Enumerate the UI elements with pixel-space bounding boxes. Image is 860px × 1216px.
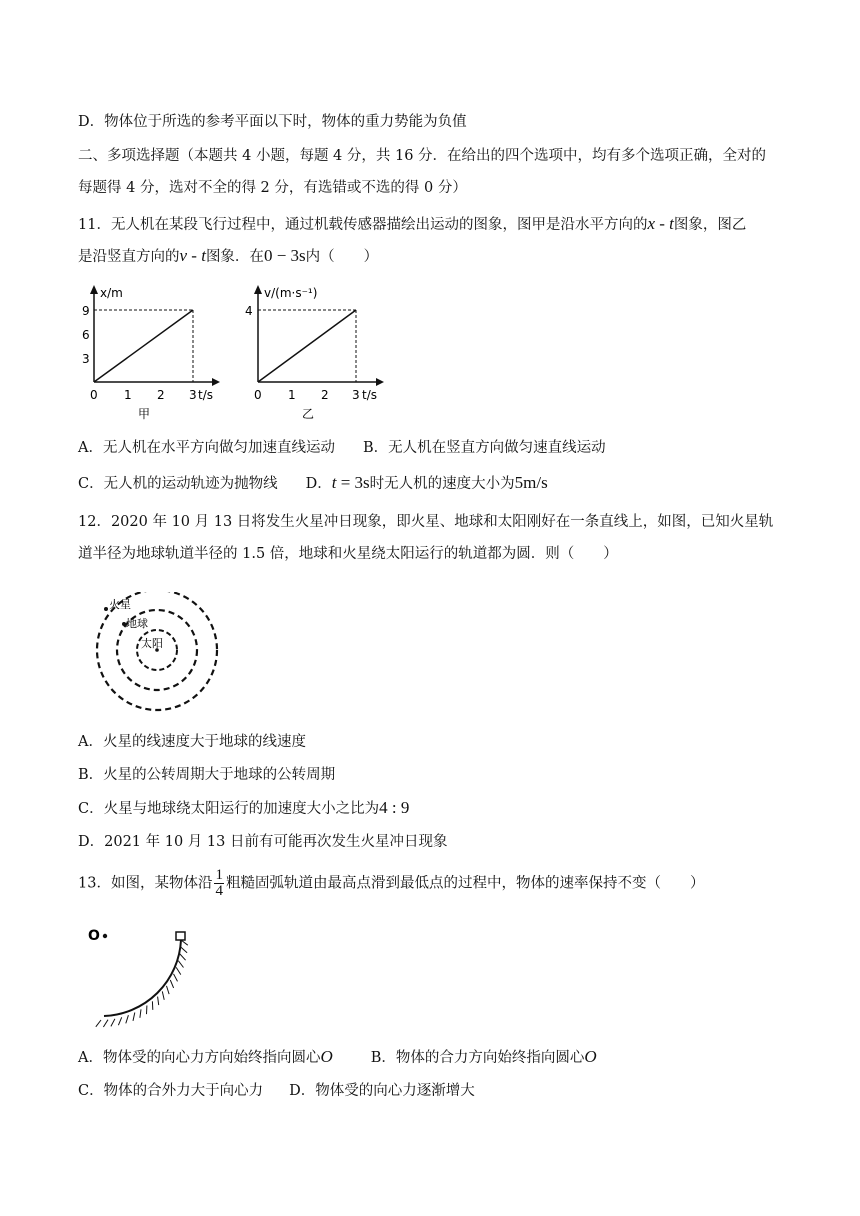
q11-option-d-t: t xyxy=(331,473,337,492)
q13-quarter-fraction xyxy=(214,868,224,899)
xt-caption: 甲 xyxy=(138,407,151,421)
q12-option-c-text: C．火星与地球绕太阳运行的加速度大小之比为 xyxy=(78,801,380,817)
sliding-block xyxy=(176,932,185,940)
q11-options-row1 xyxy=(78,438,606,458)
q12-option-c xyxy=(78,798,409,819)
q11-stem-text-e: 内（ ） xyxy=(305,249,379,265)
xt-y-label: x/m xyxy=(100,286,123,300)
q13-options-row2 xyxy=(78,1081,475,1101)
q11-option-d-text: 时无人机的速度大小为 xyxy=(369,476,515,492)
q12-option-a: A．火星的线速度大于地球的线速度 xyxy=(78,734,306,750)
section2-heading-line1: 二、多项选择题（本题共 4 小题，每题 4 分，共 16 分．在给出的四个选项中，均有多个选项正确，全对的 xyxy=(78,148,767,164)
xt-x-arrow xyxy=(212,378,220,386)
xt-ytick-9: 9 xyxy=(82,304,90,318)
mars-label: 火星 xyxy=(109,598,131,611)
q11-stem-text-a: 11．无人机在某段飞行过程中，通过机载传感器描绘出运动的图象，图甲是沿水平方向的 xyxy=(78,217,648,233)
q12-stem-line1: 12．2020 年 10 月 13 日将发生火星冲日现象，即火星、地球和太阳刚好在一条直线上，如图，已知火星轨 xyxy=(78,514,774,530)
q11-option-b: B．无人机在竖直方向做匀速直线运动 xyxy=(362,440,606,456)
vt-x-label: t/s xyxy=(362,388,377,402)
vt-caption: 乙 xyxy=(302,407,315,421)
q11-option-a: A．无人机在水平方向做匀加速直线运动 xyxy=(78,440,335,456)
xt-y-arrow xyxy=(90,285,98,294)
q12-option-b: B．火星的公转周期大于地球的公转周期 xyxy=(78,767,336,783)
q13-option-a-o: O xyxy=(320,1047,333,1066)
fraction-denominator: 4 xyxy=(215,883,223,899)
xt-xtick-0: 0 xyxy=(90,388,98,402)
q11-stem-text-b: 图象，图乙 xyxy=(673,217,747,233)
vt-y-arrow xyxy=(254,285,262,294)
q13-option-b-o: O xyxy=(584,1047,597,1066)
q12-option-c-ratio: 4 : 9 xyxy=(379,798,410,817)
vt-xtick-3: 3 xyxy=(352,388,360,402)
q11-option-d-speed: 5m/s xyxy=(514,473,548,492)
q13-option-d: D．物体受的向心力逐渐增大 xyxy=(289,1083,475,1099)
vt-xtick-1: 1 xyxy=(288,388,296,402)
q11-time-range: 0 − 3s xyxy=(263,246,306,265)
center-o-dot xyxy=(103,934,107,938)
q11-graph-xt xyxy=(80,282,220,422)
vt-y-label: v/(m·s⁻¹) xyxy=(264,286,318,300)
q13-stem-text-a: 13．如图，某物体沿 xyxy=(78,875,213,892)
q13-arc-track-figure xyxy=(86,920,206,1030)
fraction-numerator: 1 xyxy=(215,867,223,883)
section2-heading-line2: 每题得 4 分，选对不全的得 2 分，有选错或不选的得 0 分） xyxy=(78,180,467,196)
vt-x-arrow xyxy=(376,378,384,386)
xt-ytick-3: 3 xyxy=(82,352,90,366)
vt-ytick-4: 4 xyxy=(245,304,253,318)
q13-option-b-text: B．物体的合力方向始终指向圆心 xyxy=(370,1050,585,1066)
q11-vt-symbol: v - t xyxy=(179,246,206,265)
xt-ytick-6: 6 xyxy=(82,328,90,342)
q11-options-row2 xyxy=(78,473,548,494)
q12-orbit-figure xyxy=(90,592,230,717)
q13-option-c: C．物体的合外力大于向心力 xyxy=(78,1083,264,1099)
center-o-label: O xyxy=(88,928,100,944)
xt-xtick-3: 3 xyxy=(189,388,197,402)
vt-xtick-2: 2 xyxy=(321,388,329,402)
q12-stem-line2: 道半径为地球轨道半径的 1.5 倍，地球和火星绕太阳运行的轨道都为圆．则（ ） xyxy=(78,546,618,562)
q10-option-d: D．物体位于所选的参考平面以下时，物体的重力势能为负值 xyxy=(78,114,467,130)
xt-xtick-2: 2 xyxy=(157,388,165,402)
q11-option-d-label: D． xyxy=(305,476,332,492)
q12-option-d: D．2021 年 10 月 13 日前有可能再次发生火星冲日现象 xyxy=(78,834,448,850)
q11-option-c: C．无人机的运动轨迹为抛物线 xyxy=(78,476,278,492)
xt-x-label: t/s xyxy=(198,388,213,402)
q11-option-d-eq: = 3s xyxy=(336,473,370,492)
xt-data-line xyxy=(94,310,193,382)
q13-options-row1 xyxy=(78,1047,597,1068)
q13-stem-text-b: 粗糙固弧轨道由最高点滑到最低点的过程中，物体的速率保持不变（ ） xyxy=(225,875,705,892)
q11-graph-vt xyxy=(242,282,387,422)
earth-label: 地球 xyxy=(126,617,148,630)
q11-stem-text-c: 是沿竖直方向的 xyxy=(78,249,180,265)
q11-stem-line2 xyxy=(78,246,378,267)
mars-dot xyxy=(104,607,108,611)
xt-xtick-1: 1 xyxy=(124,388,132,402)
sun-label: 太阳 xyxy=(141,637,163,650)
quarter-arc-track xyxy=(104,940,181,1016)
q13-option-a-text: A．物体受的向心力方向始终指向圆心 xyxy=(78,1050,321,1066)
q11-xt-symbol: x - t xyxy=(647,214,674,233)
track-hatching xyxy=(96,940,188,1027)
vt-xtick-0: 0 xyxy=(254,388,262,402)
q11-stem-text-d: 图象．在 xyxy=(205,249,264,265)
q11-stem-line1 xyxy=(78,214,746,235)
q13-stem xyxy=(78,868,704,899)
vt-data-line xyxy=(258,310,356,382)
